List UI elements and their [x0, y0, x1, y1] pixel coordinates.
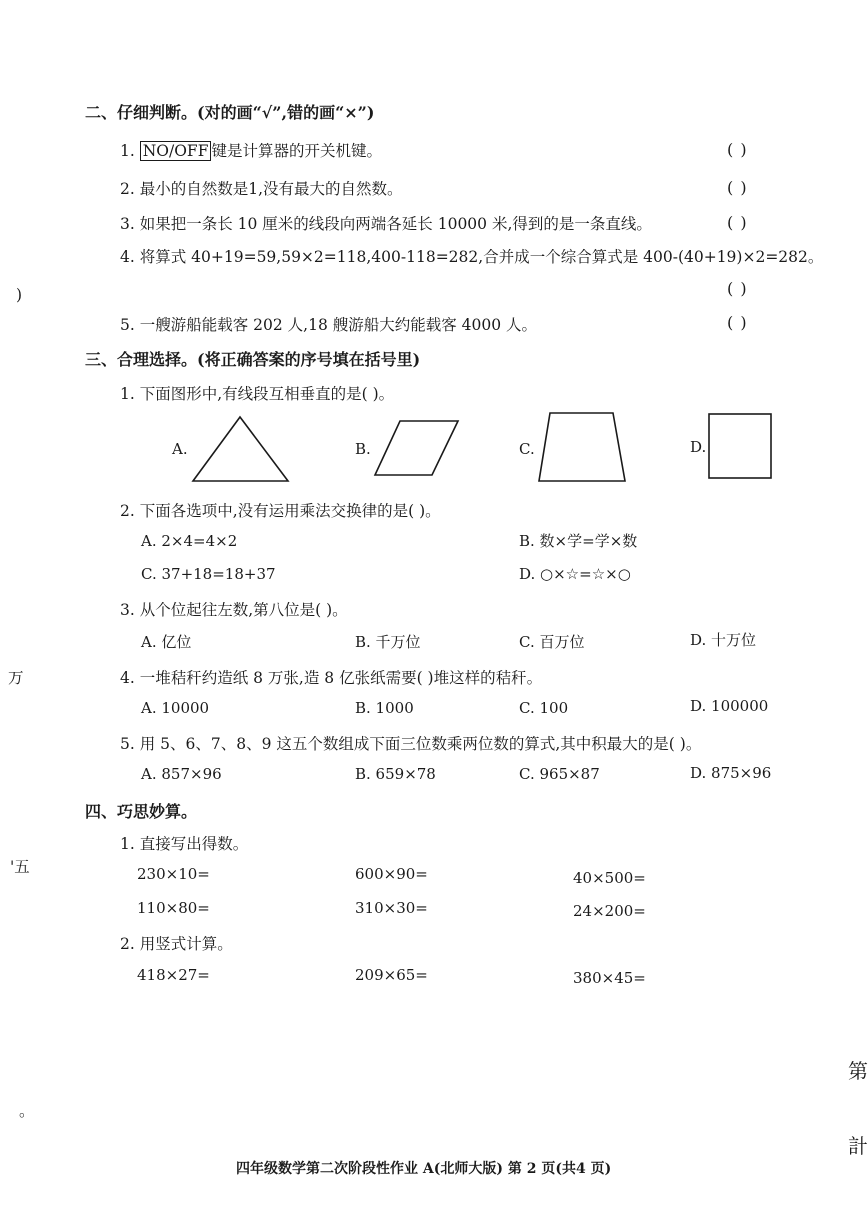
q5-option-a[interactable]: A. 857×96 — [141, 765, 222, 783]
judge-q5: 5. 一艘游船能载客 202 人,18 艘游船大约能载客 4000 人。 — [120, 316, 538, 334]
judge-q2: 2. 最小的自然数是1,没有最大的自然数。 — [120, 180, 403, 198]
q5-option-b[interactable]: B. 659×78 — [355, 765, 436, 783]
margin-edge-char: 第 — [848, 1059, 868, 1083]
choice-q4: 4. 一堆秸秆约造纸 8 万张,造 8 亿张纸需要( )堆这样的秸秆。 — [120, 669, 543, 687]
answer-paren-q1[interactable]: ( ) — [727, 140, 748, 159]
answer-paren-q3[interactable]: ( ) — [727, 213, 748, 232]
choice-q5: 5. 用 5、6、7、8、9 这五个数组成下面三位数乘两位数的算式,其中积最大的是( )。 — [120, 735, 702, 753]
q5-option-c[interactable]: C. 965×87 — [519, 765, 600, 783]
key-label-box: NO/OFF — [140, 141, 212, 161]
section2-title: 二、仔细判断。(对的画“√”,错的画“×”) — [85, 103, 375, 122]
choice-q1: 1. 下面图形中,有线段互相垂直的是( )。 — [120, 385, 395, 403]
judge-q1-num: 1. — [120, 142, 135, 160]
vertical-calc-item: 380×45= — [573, 969, 646, 987]
shape-option-b-label: B. — [355, 440, 371, 458]
margin-wan: 万 — [8, 669, 24, 687]
answer-paren-q5[interactable]: ( ) — [727, 313, 748, 332]
square-shape — [706, 411, 774, 481]
q3-option-b[interactable]: B. 千万位 — [355, 633, 421, 651]
q2-option-a[interactable]: A. 2×4=4×2 — [141, 532, 238, 550]
q4-option-a[interactable]: A. 10000 — [141, 699, 210, 717]
oral-calc-item: 230×10= — [137, 865, 210, 883]
vertical-calc-item: 209×65= — [355, 966, 428, 984]
q4-option-b[interactable]: B. 1000 — [355, 699, 414, 717]
oral-calc-item: 40×500= — [573, 869, 646, 887]
page-footer: 四年级数学第二次阶段性作业 A(北师大版) 第 2 页(共4 页) — [236, 1161, 612, 1177]
shape-option-c-label: C. — [519, 440, 535, 458]
section4-sub2: 2. 用竖式计算。 — [120, 935, 233, 953]
shape-option-d-label: D. — [690, 438, 707, 456]
margin-dot: 。 — [19, 1102, 35, 1120]
oral-calc-item: 110×80= — [137, 899, 210, 917]
q2-option-b[interactable]: B. 数×学=学×数 — [519, 532, 638, 550]
choice-q2: 2. 下面各选项中,没有运用乘法交换律的是( )。 — [120, 502, 441, 520]
q4-option-c[interactable]: C. 100 — [519, 699, 569, 717]
oral-calc-item: 24×200= — [573, 902, 646, 920]
oral-calc-item: 600×90= — [355, 865, 428, 883]
judge-q1-text: 键是计算器的开关机键。 — [211, 142, 382, 160]
answer-paren-q2[interactable]: ( ) — [727, 178, 748, 197]
oral-calc-item: 310×30= — [355, 899, 428, 917]
margin-edge-char: 計 — [848, 1134, 868, 1158]
answer-paren-q4[interactable]: ( ) — [727, 279, 748, 298]
q3-option-a[interactable]: A. 亿位 — [141, 633, 192, 651]
section3-title: 三、合理选择。(将正确答案的序号填在括号里) — [85, 350, 421, 369]
q4-option-d[interactable]: D. 100000 — [690, 697, 769, 715]
judge-q1 — [120, 139, 382, 161]
parallelogram-shape — [372, 418, 462, 478]
q5-option-d[interactable]: D. 875×96 — [690, 764, 772, 782]
section4-title: 四、巧思妙算。 — [85, 802, 198, 821]
q2-option-d[interactable]: D. ○×☆=☆×○ — [519, 565, 631, 583]
choice-q3: 3. 从个位起往左数,第八位是( )。 — [120, 601, 348, 619]
judge-q4: 4. 将算式 40+19=59,59×2=118,400-118=282,合并成一个综合算式是 400-(40+19)×2=282。 — [120, 248, 824, 266]
margin-paren: ) — [16, 286, 23, 304]
margin-wu: '五 — [10, 858, 30, 876]
section4-sub1: 1. 直接写出得数。 — [120, 835, 249, 853]
trapezoid-shape — [536, 410, 628, 484]
q3-option-d[interactable]: D. 十万位 — [690, 631, 757, 649]
vertical-calc-item: 418×27= — [137, 966, 210, 984]
judge-q3: 3. 如果把一条长 10 厘米的线段向两端各延长 10000 米,得到的是一条直线。 — [120, 215, 652, 233]
q3-option-c[interactable]: C. 百万位 — [519, 633, 585, 651]
triangle-shape — [190, 414, 292, 484]
shape-option-a-label: A. — [172, 440, 188, 458]
q2-option-c[interactable]: C. 37+18=18+37 — [141, 565, 276, 583]
